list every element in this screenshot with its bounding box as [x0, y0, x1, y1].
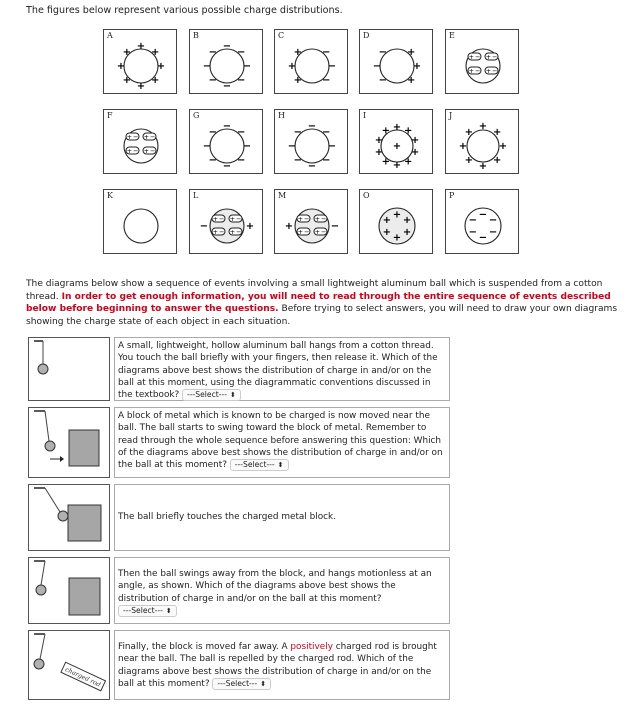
question-5-positive-word: positively: [290, 642, 333, 652]
question-2-select[interactable]: [230, 459, 289, 471]
question-1-prompt: A small, lightweight, hollow aluminum ball hangs from a cotton thread. You touch the ball briefly with your fingers, then release it. Which of the diagrams above best shows the distribution of charge in and/or on the ball at this moment, using the diagrammatic conventions discussed in the textbook?: [118, 341, 438, 401]
minus-sign: −: [208, 126, 218, 138]
svg-text:−: −: [303, 214, 310, 223]
svg-text:−: −: [132, 132, 139, 141]
charged-ball-drawing: [190, 190, 262, 253]
question-row-1: [28, 337, 450, 401]
charged-ball-drawing: [446, 30, 518, 93]
question-2-select-label: ---Select---: [234, 460, 275, 470]
plus-sign: +: [464, 126, 474, 138]
minus-sign: −: [236, 155, 246, 167]
svg-text:−: −: [320, 214, 327, 223]
diagram-g: [189, 109, 263, 174]
diagram-label: A: [107, 31, 113, 40]
svg-text:−: −: [474, 52, 481, 61]
svg-text:+: +: [485, 52, 492, 61]
minus-sign: −: [236, 75, 246, 87]
diagram-label: E: [449, 31, 455, 40]
svg-text:−: −: [235, 227, 242, 236]
scene-5-image: [28, 630, 110, 700]
diagram-i: [359, 109, 433, 174]
plus-sign: +: [381, 156, 391, 168]
minus-sign: −: [307, 161, 317, 172]
svg-text:−: −: [303, 227, 310, 236]
plus-sign: +: [382, 226, 392, 238]
plus-sign: +: [156, 61, 166, 72]
question-5-select-label: ---Select---: [217, 678, 258, 688]
question-row-5: [28, 630, 450, 700]
diagram-j: [445, 109, 519, 174]
plus-sign: +: [402, 215, 412, 227]
minus-sign: −: [202, 141, 212, 152]
minus-sign: −: [321, 126, 331, 138]
svg-text:−: −: [491, 52, 498, 61]
diagram-c: [274, 29, 348, 94]
description-part2: Before trying to select answers, you will need to draw your own diagrams showing the charge state of each object in each situation.: [26, 304, 618, 328]
plus-sign: +: [245, 221, 255, 232]
question-5-prompt-end: charged rod is brought near the ball. The ball is repelled by the charged rod. Which of the diagrams above best shows the distribution of charge in and/or on the ball at this moment?: [118, 642, 437, 689]
svg-text:+: +: [297, 214, 304, 223]
plus-sign: +: [293, 75, 303, 87]
diagram-label: P: [449, 191, 455, 200]
chevron-updown-icon: ⬍: [165, 606, 172, 615]
diagram-h: [274, 109, 348, 174]
plus-sign: +: [287, 61, 297, 72]
diagram-e: [445, 29, 519, 94]
description-text: [26, 278, 626, 329]
charged-ball-drawing: [104, 190, 176, 253]
diagram-label: C: [278, 31, 285, 40]
diagram-label: I: [363, 111, 367, 120]
diagram-p: [445, 189, 519, 254]
diagram-label: M: [278, 191, 287, 200]
question-5-prompt-start: Finally, the block is moved far away. A: [118, 642, 291, 652]
diagram-o: [359, 189, 433, 254]
svg-text:−: −: [320, 227, 327, 236]
charged-ball-drawing: [275, 110, 347, 173]
minus-sign: −: [327, 141, 337, 152]
minus-sign: −: [287, 141, 297, 152]
plus-sign: +: [392, 160, 402, 171]
question-row-2: [28, 407, 450, 478]
charged-ball-drawing: [360, 30, 432, 93]
charged-ball-drawing: [275, 30, 347, 93]
plus-sign: +: [392, 209, 402, 221]
plus-sign: +: [136, 81, 146, 92]
svg-text:+: +: [229, 214, 236, 223]
minus-sign: −: [293, 155, 303, 167]
question-4-select[interactable]: [118, 605, 177, 617]
svg-text:+: +: [485, 66, 492, 75]
svg-text:+: +: [212, 214, 219, 223]
svg-text:−: −: [149, 132, 156, 141]
minus-sign: −: [222, 41, 232, 52]
minus-sign: −: [242, 61, 252, 72]
minus-sign: −: [321, 46, 331, 58]
minus-sign: −: [236, 126, 246, 138]
chevron-updown-icon: ⬍: [277, 461, 284, 470]
plus-sign: +: [406, 46, 416, 58]
minus-sign: −: [222, 161, 232, 172]
svg-text:+: +: [212, 227, 219, 236]
diagram-m: [274, 189, 348, 254]
minus-sign: −: [330, 221, 340, 232]
minus-sign: −: [468, 215, 478, 227]
minus-sign: −: [208, 75, 218, 87]
charged-ball-drawing: [446, 190, 518, 253]
minus-sign: −: [378, 75, 388, 87]
diagram-f: [103, 109, 177, 174]
plus-sign: +: [392, 141, 402, 152]
minus-sign: −: [327, 61, 337, 72]
minus-sign: −: [199, 221, 209, 232]
minus-sign: −: [293, 126, 303, 138]
scene-4-image: [28, 557, 110, 624]
minus-sign: −: [222, 121, 232, 132]
charge-diagram-grid: [103, 29, 519, 254]
plus-sign: +: [464, 155, 474, 167]
charged-ball-drawing: [104, 30, 176, 93]
minus-sign: −: [488, 226, 498, 238]
plus-sign: +: [402, 226, 412, 238]
plus-sign: +: [293, 46, 303, 58]
charged-ball-drawing: [190, 30, 262, 93]
diagram-b: [189, 29, 263, 94]
svg-text:+: +: [468, 66, 475, 75]
chevron-updown-icon: ⬍: [260, 679, 267, 688]
svg-text:−: −: [218, 227, 225, 236]
charged-ball-drawing: [360, 190, 432, 253]
svg-text:+: +: [297, 227, 304, 236]
plus-sign: +: [136, 41, 146, 52]
question-row-4: [28, 557, 450, 624]
question-1-select[interactable]: [182, 389, 241, 401]
plus-sign: +: [492, 126, 502, 138]
minus-sign: −: [242, 141, 252, 152]
svg-text:−: −: [132, 146, 139, 155]
svg-text:+: +: [314, 214, 321, 223]
minus-sign: −: [478, 232, 488, 244]
minus-sign: −: [202, 61, 212, 72]
minus-sign: −: [488, 215, 498, 227]
plus-sign: +: [403, 125, 413, 137]
svg-text:+: +: [229, 227, 236, 236]
plus-sign: +: [284, 221, 294, 232]
minus-sign: −: [222, 81, 232, 92]
minus-sign: −: [321, 75, 331, 87]
description-highlight: In order to get enough information, you will need to read through the entire sequence of events described below before beginning to answer the questions.: [26, 291, 611, 315]
svg-text:+: +: [143, 132, 150, 141]
minus-sign: −: [307, 121, 317, 132]
ball-outline: [124, 209, 158, 243]
plus-sign: +: [382, 215, 392, 227]
scene-2-image: [28, 407, 110, 478]
plus-sign: +: [374, 146, 384, 158]
svg-text:+: +: [126, 132, 133, 141]
plus-sign: +: [374, 135, 384, 147]
plus-sign: +: [116, 61, 126, 72]
plus-sign: +: [492, 155, 502, 167]
minus-sign: −: [208, 46, 218, 58]
question-1-text: [114, 337, 450, 401]
diagram-label: O: [363, 191, 370, 200]
plus-sign: +: [122, 46, 132, 58]
question-3-prompt: The ball briefly touches the charged metal block.: [118, 512, 337, 523]
minus-sign: −: [478, 209, 488, 221]
plus-sign: +: [392, 122, 402, 133]
diagram-d: [359, 29, 433, 94]
question-3-text: [114, 484, 450, 551]
question-4-prompt: Then the ball swings away from the block, and hangs motionless at an angle, as shown. Which of the diagrams above best shows the distribution of charge in and/or on the ball at this moment?: [118, 569, 432, 604]
chevron-updown-icon: ⬍: [229, 391, 236, 400]
minus-sign: −: [321, 155, 331, 167]
minus-sign: −: [378, 46, 388, 58]
svg-text:−: −: [218, 214, 225, 223]
plus-sign: +: [406, 75, 416, 87]
scene-3-image: [28, 484, 110, 551]
scene-1-image: [28, 337, 110, 401]
svg-text:−: −: [474, 66, 481, 75]
question-5-text: [114, 630, 450, 700]
diagram-label: K: [107, 191, 113, 200]
charged-ball-drawing: [104, 110, 176, 173]
plus-sign: +: [410, 146, 420, 158]
svg-text:+: +: [468, 52, 475, 61]
diagram-label: L: [193, 191, 199, 200]
plus-sign: +: [403, 156, 413, 168]
svg-text:−: −: [149, 146, 156, 155]
diagram-a: [103, 29, 177, 94]
plus-sign: +: [458, 141, 468, 152]
plus-sign: +: [478, 161, 488, 172]
question-4-text: [114, 557, 450, 624]
diagram-label: B: [193, 31, 199, 40]
question-4-select-label: ---Select---: [123, 605, 163, 615]
diagram-label: D: [363, 31, 370, 40]
intro-text: The figures below represent various possible charge distributions.: [26, 5, 343, 16]
plus-sign: +: [498, 141, 508, 152]
diagram-label: J: [449, 111, 453, 120]
charged-ball-drawing: [190, 110, 262, 173]
charged-ball-drawing: [360, 110, 432, 173]
svg-text:+: +: [143, 146, 150, 155]
charged-ball-drawing: [446, 110, 518, 173]
minus-sign: −: [208, 155, 218, 167]
plus-sign: +: [412, 61, 422, 72]
diagram-label: G: [193, 111, 200, 120]
plus-sign: +: [122, 75, 132, 87]
charged-ball-drawing: [275, 190, 347, 253]
svg-text:+: +: [314, 227, 321, 236]
plus-sign: +: [150, 46, 160, 58]
plus-sign: +: [381, 125, 391, 137]
svg-text:−: −: [235, 214, 242, 223]
svg-text:−: −: [491, 66, 498, 75]
plus-sign: +: [478, 121, 488, 132]
plus-sign: +: [410, 135, 420, 147]
rod-label: charged rod: [63, 666, 102, 689]
question-2-prompt: A block of metal which is known to be charged is now moved near the ball. The ball starts to swing toward the block of metal. Remember to read through the whole sequence before answering this question: Which of the diagrams above best shows the distribution of charge in and/or on the ball at this moment?: [118, 411, 443, 471]
svg-text:+: +: [126, 146, 133, 155]
minus-sign: −: [372, 61, 382, 72]
question-5-select[interactable]: [212, 678, 271, 690]
question-row-3: [28, 484, 450, 551]
plus-sign: +: [392, 232, 402, 244]
description-part1: The diagrams below show a sequence of events involving a small lightweight aluminum ball which is suspended from a cotton thread.: [26, 279, 603, 302]
diagram-label: H: [278, 111, 285, 120]
question-1-select-label: ---Select---: [187, 390, 227, 400]
minus-sign: −: [468, 226, 478, 238]
diagram-label: F: [107, 111, 113, 120]
minus-sign: −: [236, 46, 246, 58]
question-2-text: [114, 407, 450, 478]
plus-sign: +: [150, 75, 160, 87]
diagram-k: [103, 189, 177, 254]
diagram-l: [189, 189, 263, 254]
